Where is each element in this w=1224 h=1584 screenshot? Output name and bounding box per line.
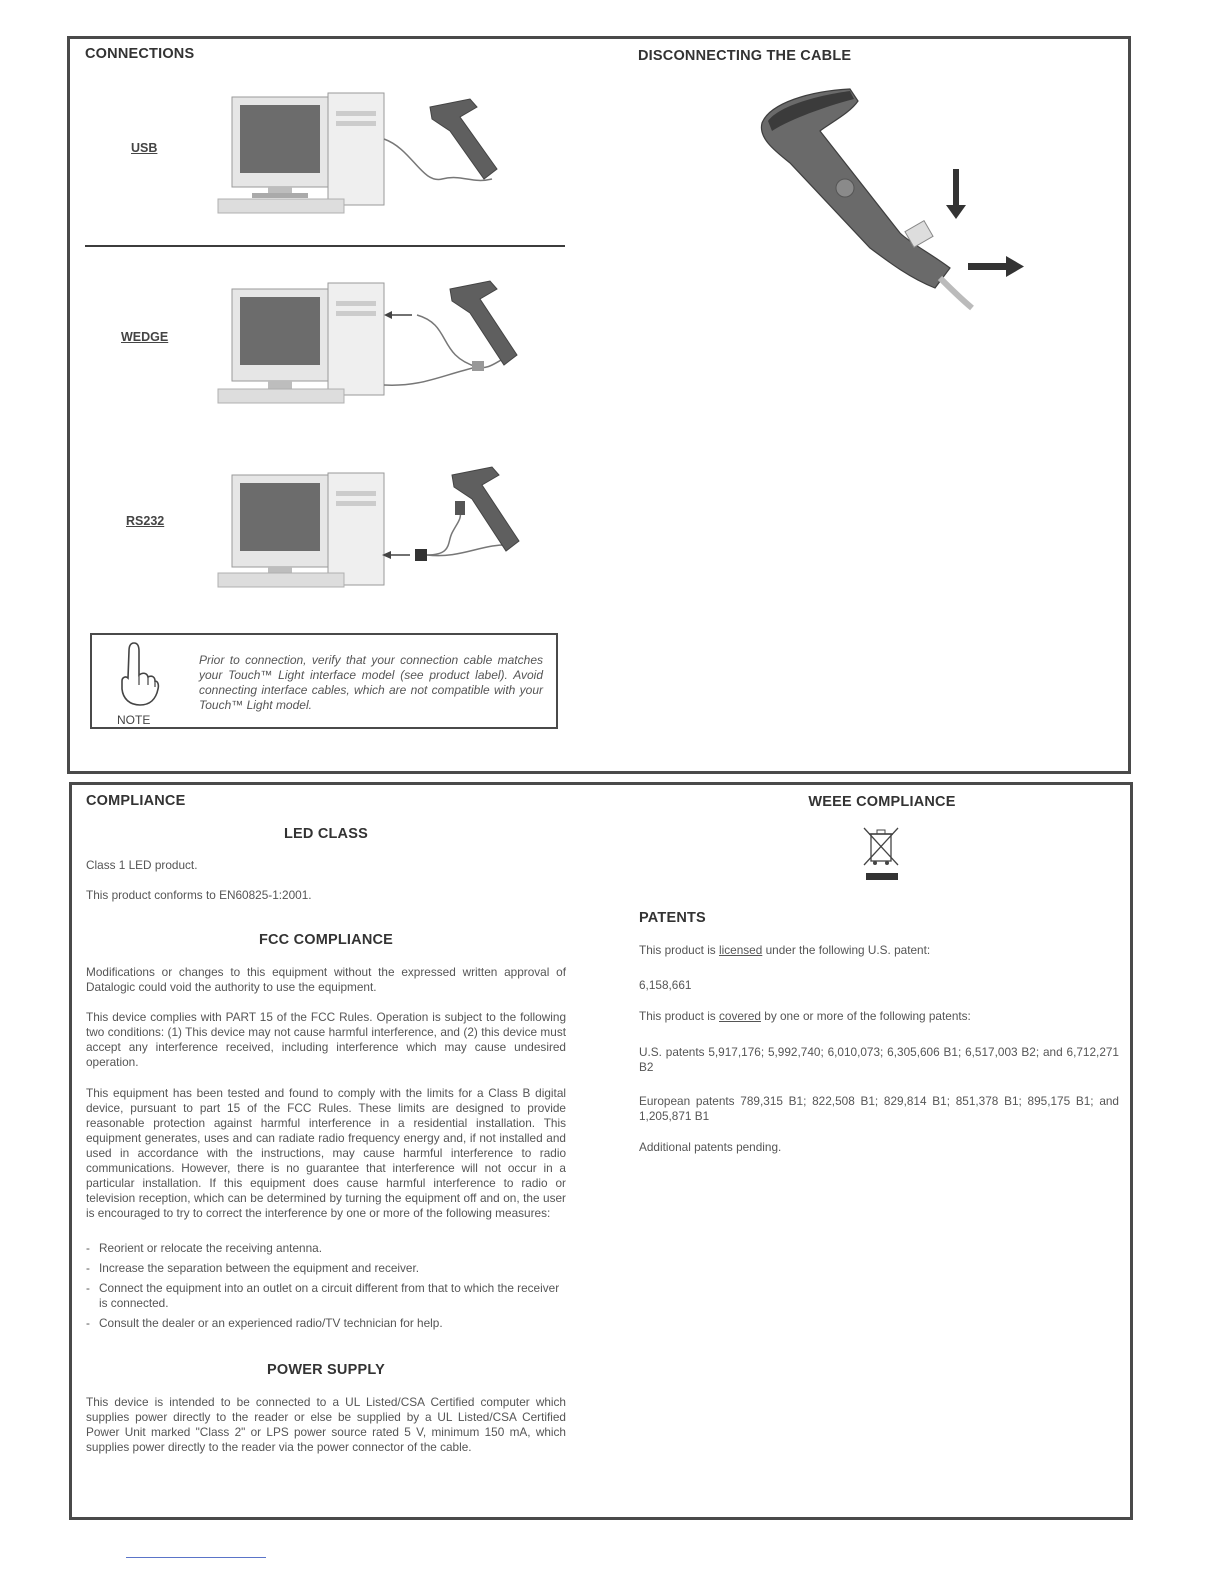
led-class-title: LED CLASS xyxy=(284,826,368,842)
computer-illustration xyxy=(218,93,384,213)
power-supply-title: POWER SUPPLY xyxy=(267,1362,385,1378)
list-item: - Increase the separation between the equipment and receiver. xyxy=(86,1261,566,1276)
arrow-down-icon xyxy=(946,169,966,219)
note-box xyxy=(90,633,558,729)
compliance-panel xyxy=(69,782,1133,1520)
usb-connection-figure xyxy=(212,89,532,219)
compliance-title: COMPLIANCE xyxy=(86,793,186,809)
patents-licensed-number: 6,158,661 xyxy=(639,978,692,992)
pointing-hand-icon xyxy=(114,639,160,709)
fcc-paragraph-2: This device complies with PART 15 of the FCC Rules. Operation is subject to the following two conditions: (1) This device may not cause harmful interference, and (2) this device must accept any interference received, including interference which may cause undesired operation. xyxy=(86,1010,566,1069)
computer-illustration xyxy=(218,283,384,403)
fcc-paragraph-1: Modifications or changes to this equipment without the expressed written approval of Datalogic could void the authority to use the equipment. xyxy=(86,965,566,994)
connections-panel xyxy=(67,36,1131,774)
patents-covered-text: This product is covered by one or more of the following patents: xyxy=(639,1009,971,1023)
rs232-label: RS232 xyxy=(126,514,165,528)
weee-title: WEEE COMPLIANCE xyxy=(808,794,956,810)
usb-label: USB xyxy=(131,141,158,155)
fcc-measures-list xyxy=(86,1241,566,1336)
patents-eu-list: European patents 789,315 B1; 822,508 B1; 829,814 B1; 851,378 B1; 895,175 B1; and 1,205,871 B1 xyxy=(639,1094,1119,1123)
list-item: - Connect the equipment into an outlet on a circuit different from that to which the receiver is connected. xyxy=(86,1281,566,1311)
note-label: NOTE xyxy=(117,713,151,727)
rs232-connection-figure xyxy=(212,463,542,595)
footer-rule xyxy=(126,1557,266,1558)
note-text: Prior to connection, verify that your connection cable matches your Touch™ Light interface model (see product label). Avoid connecting interface cables, which are not compatible with your Touch™ Light model. xyxy=(199,653,543,712)
patents-pending-text: Additional patents pending. xyxy=(639,1140,782,1154)
disconnecting-cable-figure xyxy=(750,83,1040,323)
power-supply-text: This device is intended to be connected to a UL Listed/CSA Certified computer which supplies power directly to the reader or else be supplied by a UL Listed/CSA Certified Power Unit marked "Class 2" or LPS power source rated 5 V, minimum 150 mA, which supplies power directly to the reader via the power connector of the cable. xyxy=(86,1395,566,1454)
list-item: - Reorient or relocate the receiving antenna. xyxy=(86,1241,566,1256)
led-class-text-2: This product conforms to EN60825-1:2001. xyxy=(86,888,312,902)
disconnecting-title: DISCONNECTING THE CABLE xyxy=(638,48,852,64)
scanner-illustration xyxy=(450,281,517,365)
patents-title: PATENTS xyxy=(639,910,706,926)
wedge-connection-figure xyxy=(212,275,542,411)
connections-title: CONNECTIONS xyxy=(85,46,195,62)
arrow-right-icon xyxy=(968,256,1024,277)
scanner-illustration xyxy=(761,89,972,308)
wedge-label: WEDGE xyxy=(121,330,169,344)
scanner-illustration xyxy=(430,99,497,179)
led-class-text-1: Class 1 LED product. xyxy=(86,858,198,872)
patents-us-list: U.S. patents 5,917,176; 5,992,740; 6,010,073; 6,305,606 B1; 6,517,003 B2; and 6,712,271 B2 xyxy=(639,1045,1119,1074)
fcc-title: FCC COMPLIANCE xyxy=(258,932,394,948)
fcc-paragraph-3: This equipment has been tested and found to comply with the limits for a Class B digital device, pursuant to part 15 of the FCC Rules. These limits are designed to provide reasonable protection against harmful interference in a residential installation. This equipment generates, uses and can radiate radio frequency energy and, if not installed and used in accordance with the instructions, may cause harmful interference to radio communications. However, there is no guarantee that interference will not occur in a particular installation. If this equipment does cause harmful interference to radio or television reception, which can be determined by turning the equipment off and on, the user is encouraged to try to correct the interference by one or more of the following measures: xyxy=(86,1086,566,1220)
computer-illustration xyxy=(218,473,384,587)
crossed-out-bin-icon xyxy=(860,825,904,883)
list-item: - Consult the dealer or an experienced radio/TV technician for help. xyxy=(86,1316,566,1331)
patents-licensed-text: This product is licensed under the following U.S. patent: xyxy=(639,943,931,957)
section-divider xyxy=(85,245,565,247)
